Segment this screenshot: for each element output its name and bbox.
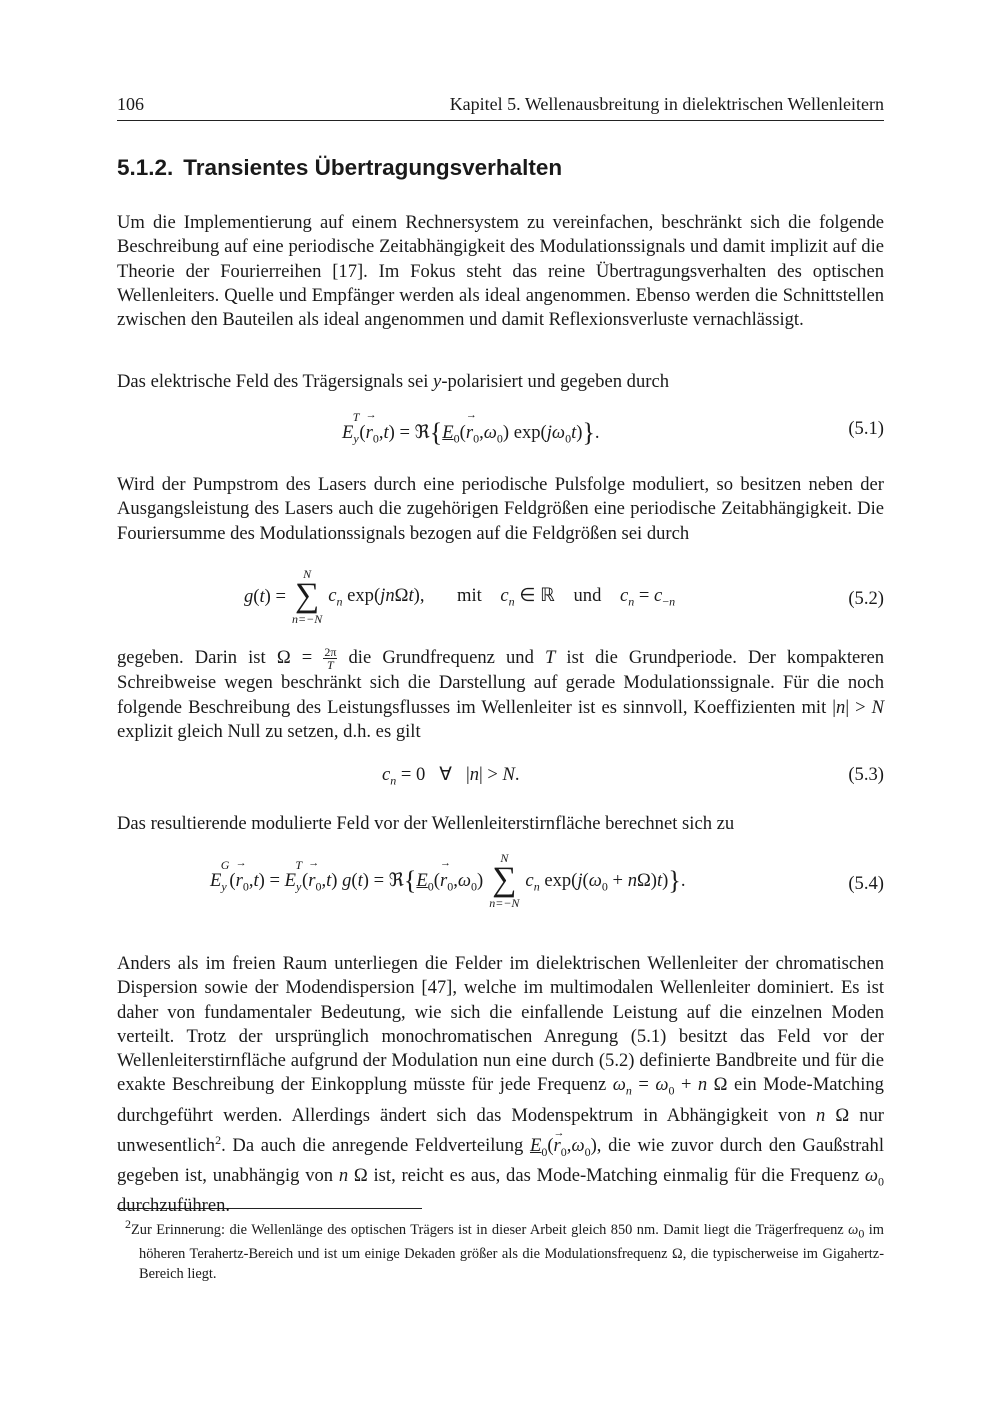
footnote [117,1214,884,1284]
page-number: 106 [117,94,144,114]
paragraph-pumpstrom: Wird der Pumpstrom des Lasers durch eine periodische Pulsfolge moduliert, so besitzen neben der Ausgangsleistung des Lasers auch die zugehörigen Feldgrößen eine periodische Zeitabhängigkeit. Die Fouriersumme des Modulationssignals bezogen auf die Feldgrößen sei durch [117,474,884,544]
equation-5-1-body: $E_y^T(\to r_0,t)$ = $ℜ\{E_0(\to r_0,\omega_0)$ $\exp(j\omega_0t)$}. [342,418,600,448]
equation-5-1 [117,409,884,458]
paragraph-resultierend: Das resultierende modulierte Feld vor der Wellenleiterstirnfläche berechnet sich zu [117,813,735,834]
footnote-rule [117,1208,422,1209]
paragraph-dispersion: Anders als im freien Raum unterliegen die Felder im dielektrischen Wellenleiter der chromatischen Dispersion sowie der Modendispersion [47], welche im multimodalen Wellenleiter dominiert. Es ist daher von fundamentaler Bedeutung, wie sich die einfallende Leistung auf die einzelnen Moden verteilt. Trotz der ursprünglich monochromatischen Anregung (5.1) besitzt das Feld vor der Wellenleiterstirnfläche aufgrund der Modulation nun eine durch (5.2) definierte Bandbreite und für die exakte Beschreibung der Einkopplung müsste für jede Frequenz $\omega_n = \omega_0 + n$ Ω ein Mode-Matching durchgeführt werden. Allerdings ändert sich das Modenspektrum in Abhängigkeit von n Ω nur unwesentlich$^2$. Da auch die anregende Feldverteilung $E_0(\to r_0,\omega_0)$, die wie zuvor durch den Gaußstrahl gegeben ist, unabhängig von n Ω ist, reicht es aus, das Mode-Matching einmalig für die Frequenz $\omega_0$ durchzuführen. [117,952,884,1218]
running-header [117,94,884,121]
paragraph-field-def: Das elektrische Feld des Trägersignals sei y-polarisiert und gegeben durch [117,371,670,392]
equation-5-4-label: (5.4) [848,873,884,894]
equation-5-1-label: (5.1) [848,418,884,439]
equation-5-4-body: $E_y^G(\to r_0,t) = E_y^T(\to r_0,t) g(t)$ = $ℜ\{E_0(\to r_0,\omega_0)$ N ∑ n=−N $c_n$ $\exp(j(\omega_0 + n\Omega)t)$}. [210,851,686,911]
equation-5-2-body: g(t) = N ∑ n=−N $c_n$ exp(jnΩt), mit $c_n$ ∈ ℝ und $c_n = c_{-n}$ [244,567,676,626]
section-number: 5.1.2. [117,155,174,180]
summation-sign-5-4: N ∑ n=−N [489,851,520,910]
paragraph-grundfrequenz: gegeben. Darin ist Ω = $\frac{2\pi}{T}$ die Grundfrequenz und T ist die Grundperiode. Der kompakteren Schreibweise wegen beschränkt sich die Darstellung auf gerade Modulationssignale. Für die noch folgende Beschreibung des Leistungsflusses im Wellenleiter ist es sinnvoll, Koeffizienten mit |n| > N explizit gleich Null zu setzen, d.h. es gilt [117,645,884,742]
equation-5-2-label: (5.2) [848,588,884,609]
equation-5-3-label: (5.3) [848,764,884,785]
equation-5-3-body: $c_n = 0$ ∀ |n| > N. [382,764,520,788]
chapter-title: Kapitel 5. Wellenausbreitung in dielektrischen Wellenleitern [449,94,884,114]
paragraph-intro: Um die Implementierung auf einem Rechnersystem zu vereinfachen, beschränkt sich die folgende Beschreibung auf eine periodische Zeitabhängigkeit des Modulationssignals und damit implizit auf die Theorie der Fourierreihen [17]. Im Fokus steht das reine Übertragungsverhalten des optischen Wellenleiters. Quelle und Empfänger werden als ideal angenommen. Ebenso werden die Schnittstellen zwischen den Bauteilen als ideal angenommen und damit Reflexionsverluste vernachlässigt. [117,212,884,331]
footnote-text: $^2$Zur Erinnerung: die Wellenlänge des optischen Trägers ist in dieser Arbeit gleich 850 nm. Damit liegt die Trägerfrequenz $\omega_0$ im höheren Terahertz-Bereich und ist um einige Dekaden größer als die Modulationsfrequenz Ω, die typischerweise im Gigahertz-Bereich liegt. [125,1217,884,1282]
equation-5-4 [117,851,884,919]
section-heading [117,155,562,181]
footnote-mark: 2 [125,1217,131,1231]
section-title: Transientes Übertragungsverhalten [183,155,563,180]
summation-sign: N ∑ n=−N [292,567,323,626]
equation-5-2 [117,567,884,633]
equation-5-3 [117,764,884,804]
fraction-2pi-over-T: $\frac{2\pi}{T}$ [324,645,337,673]
